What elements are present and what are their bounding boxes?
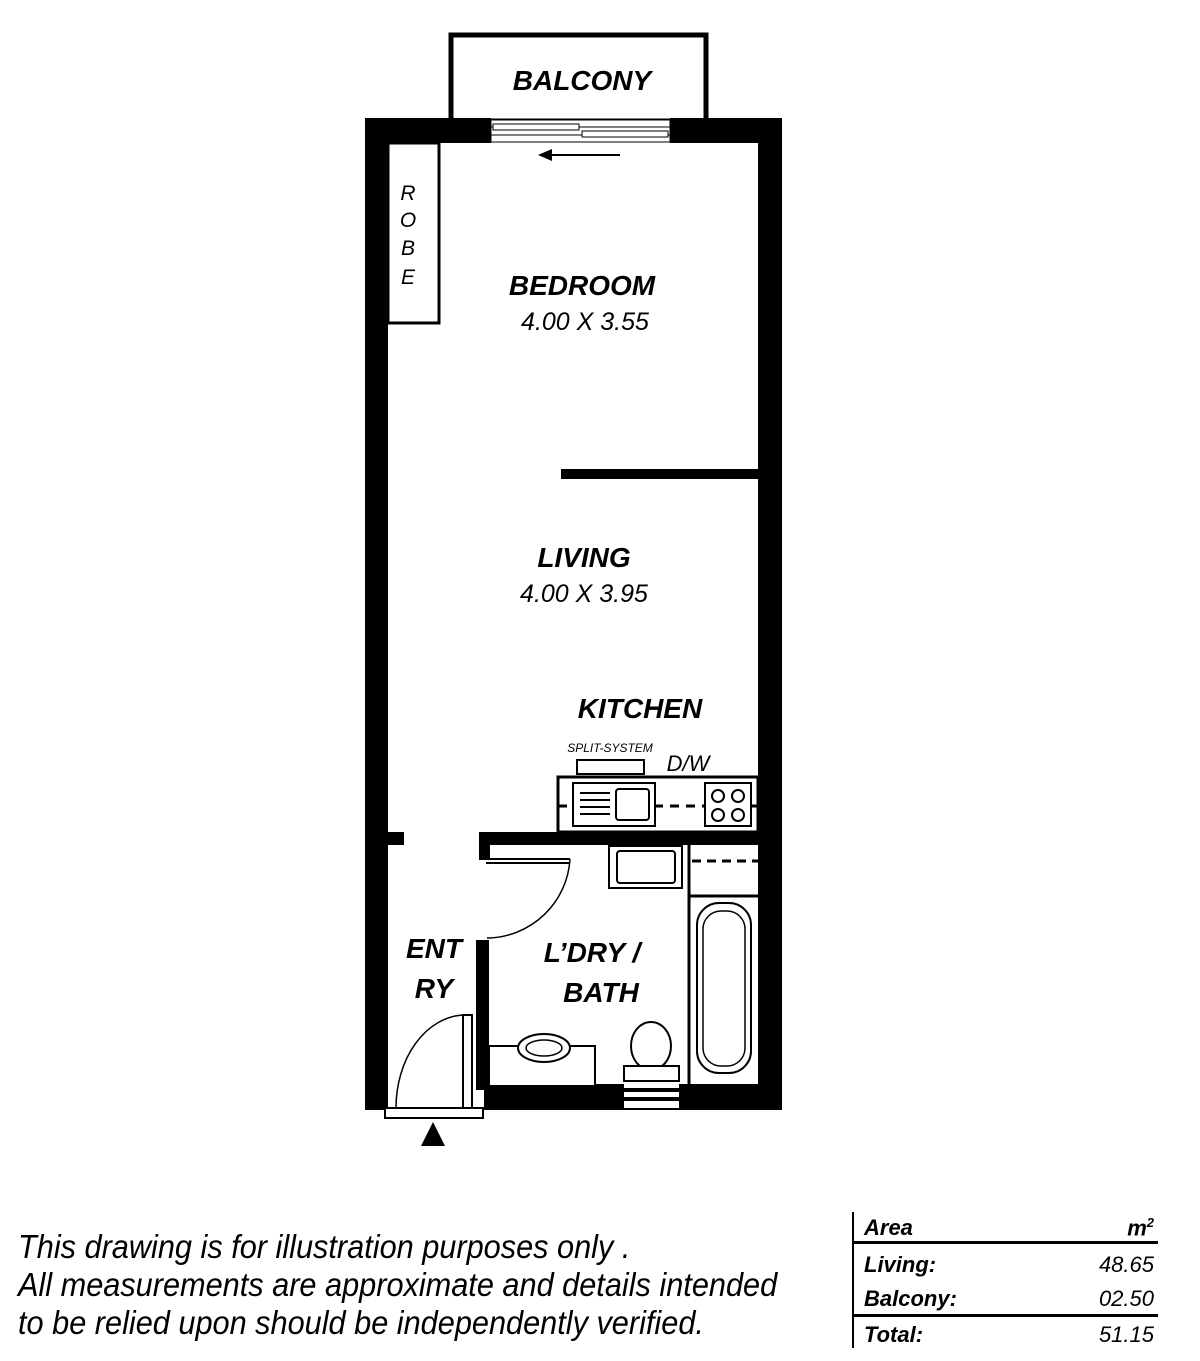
bath-label-line2: BATH	[563, 977, 639, 1008]
area-row-total	[854, 1314, 1158, 1348]
area-label: Balcony:	[864, 1286, 957, 1311]
area-table	[852, 1212, 1158, 1348]
area-total-label: Total:	[864, 1322, 924, 1347]
entry-wall-stub	[388, 832, 404, 845]
area-value: 48.65	[1098, 1252, 1154, 1277]
area-row-living	[854, 1244, 1158, 1278]
area-header-unit: $m^2$	[1127, 1214, 1154, 1240]
split-system-label: SPLIT-SYSTEM	[567, 741, 653, 755]
robe-letter-b: B	[400, 237, 416, 260]
area-header-label: Area	[864, 1215, 913, 1240]
bath-west-wall	[476, 940, 489, 1090]
balcony	[451, 35, 706, 121]
slide-arrow-icon	[538, 149, 552, 161]
bath-label-line1: L’DRY /	[543, 937, 641, 968]
area-value: 02.50	[1098, 1286, 1154, 1311]
vanity-basin	[489, 1034, 595, 1086]
area-label: Living:	[864, 1252, 937, 1277]
disclaimer-line-1: This drawing is for illustration purposes only .	[18, 1228, 631, 1265]
disclaimer-line-2: All measurements are approximate and details intended	[18, 1266, 778, 1303]
bathtub	[697, 903, 751, 1073]
entry-label-line2: RY	[414, 973, 454, 1004]
split-system-unit	[577, 760, 644, 774]
living-dims: 4.00 X 3.95	[520, 580, 648, 608]
area-row-balcony	[854, 1278, 1158, 1312]
kitchen-bench	[558, 777, 758, 832]
robe-letter-e: E	[400, 266, 416, 289]
laundry-tub	[609, 846, 682, 888]
bath-door-jamb	[479, 832, 490, 860]
bath-door	[486, 859, 570, 938]
sliding-door	[491, 120, 670, 161]
robe	[388, 143, 439, 323]
bedroom-label: BEDROOM	[508, 270, 656, 301]
area-table-header	[854, 1212, 1158, 1244]
dishwasher-label: D/W	[666, 751, 710, 776]
bedroom-living-divider	[561, 469, 760, 479]
robe-letter-r: R	[400, 182, 416, 205]
toilet	[624, 1022, 679, 1108]
kitchen-bath-wall	[479, 832, 760, 845]
entry-label-line1: ENT	[406, 933, 462, 964]
disclaimer-line-3: to be relied upon should be independently verified.	[18, 1304, 704, 1341]
entry-door	[385, 1015, 483, 1146]
entry-arrow-icon	[421, 1122, 445, 1146]
robe-letter-o: O	[399, 209, 417, 232]
disclaimer	[18, 1228, 790, 1342]
cooktop	[705, 783, 751, 826]
living-label: LIVING	[537, 542, 631, 573]
bedroom-dims: 4.00 X 3.55	[521, 308, 649, 336]
sink	[573, 783, 655, 826]
kitchen-label: KITCHEN	[577, 693, 703, 724]
balcony-label: BALCONY	[512, 65, 652, 96]
area-total-value: 51.15	[1098, 1322, 1154, 1347]
